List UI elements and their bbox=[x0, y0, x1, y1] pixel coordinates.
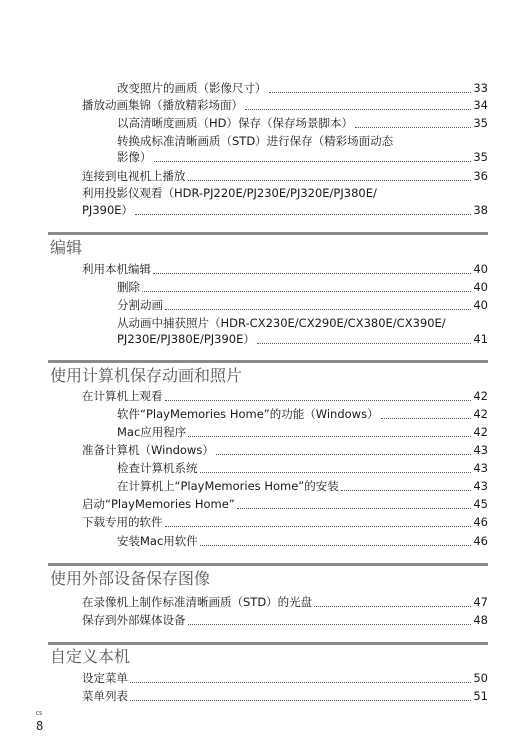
toc-entry-label: Mac应用程序 bbox=[117, 425, 187, 439]
section-divider bbox=[48, 642, 488, 645]
leader-dots bbox=[165, 308, 471, 310]
toc-page-number: 43 bbox=[473, 443, 488, 457]
leader-dots bbox=[130, 681, 471, 683]
toc-entry[interactable] bbox=[117, 534, 488, 549]
toc-entry-label: 利用本机编辑 bbox=[82, 262, 151, 276]
toc-entry-label: 删除 bbox=[117, 280, 140, 294]
toc-entry-label-line1: 从动画中捕获照片（HDR-CX230E/CX290E/CX380E/CX390E/ bbox=[117, 316, 446, 330]
toc-entry-label: PJ390E） bbox=[82, 203, 134, 217]
toc-page-number: 45 bbox=[473, 497, 488, 511]
toc-entry[interactable] bbox=[82, 613, 488, 628]
toc-page-number: 35 bbox=[473, 150, 488, 164]
toc-page-number: 36 bbox=[473, 169, 488, 183]
toc-entry-label: 软件“PlayMemories Home”的功能（Windows） bbox=[117, 407, 379, 421]
toc-entry-label: 在录像机上制作标准清晰画质（STD）的光盘 bbox=[82, 595, 313, 609]
language-code: CS bbox=[36, 711, 43, 717]
toc-entry-label: 检查计算机系统 bbox=[117, 461, 198, 475]
leader-dots bbox=[355, 126, 471, 128]
section-title: 自定义本机 bbox=[50, 647, 131, 666]
toc-entry[interactable] bbox=[82, 671, 488, 686]
leader-dots bbox=[245, 108, 471, 110]
toc-page-number: 50 bbox=[473, 671, 488, 685]
toc-entry[interactable] bbox=[117, 116, 488, 131]
toc-entry-label: 改变照片的画质（影像尺寸） bbox=[117, 81, 267, 95]
toc-entry-label: 安装Mac用软件 bbox=[117, 534, 198, 548]
section-title: 编辑 bbox=[50, 238, 83, 257]
toc-entry[interactable] bbox=[82, 389, 488, 404]
leader-dots bbox=[237, 507, 472, 509]
toc-entry[interactable] bbox=[117, 332, 488, 347]
toc-page-number: 46 bbox=[473, 534, 488, 548]
leader-dots bbox=[188, 623, 472, 625]
toc-entry-label: 启动“PlayMemories Home” bbox=[82, 497, 235, 511]
toc-page-number: 42 bbox=[473, 407, 488, 421]
toc-page-number: 41 bbox=[473, 332, 488, 346]
toc-entry[interactable] bbox=[117, 150, 488, 165]
toc-entry[interactable] bbox=[82, 689, 488, 704]
toc-entry[interactable] bbox=[82, 262, 488, 277]
toc-entry[interactable] bbox=[82, 98, 488, 113]
toc-entry-label: 保存到外部媒体设备 bbox=[82, 613, 186, 627]
toc-page-number: 40 bbox=[473, 298, 488, 312]
toc-entry[interactable] bbox=[117, 407, 488, 422]
leader-dots bbox=[135, 213, 471, 215]
toc-page-number: 38 bbox=[473, 203, 488, 217]
toc-entry[interactable] bbox=[82, 515, 488, 530]
toc-entry-label: 准备计算机（Windows） bbox=[82, 443, 214, 457]
toc-page-number: 33 bbox=[473, 81, 488, 95]
leader-dots bbox=[188, 179, 472, 181]
toc-page-number: 35 bbox=[473, 116, 488, 130]
toc-entry-label: 在计算机上观看 bbox=[82, 389, 163, 403]
leader-dots bbox=[381, 417, 472, 419]
section-title: 使用外部设备保存图像 bbox=[50, 569, 211, 588]
toc-page-number: 51 bbox=[473, 689, 488, 703]
section-divider bbox=[48, 360, 488, 363]
toc-entry[interactable] bbox=[117, 479, 488, 494]
toc-entry[interactable] bbox=[117, 298, 488, 313]
leader-dots bbox=[257, 342, 471, 344]
leader-dots bbox=[154, 160, 472, 162]
page-number-value: 8 bbox=[36, 719, 44, 733]
toc-entry[interactable] bbox=[82, 497, 488, 512]
leader-dots bbox=[200, 544, 472, 546]
toc-entry[interactable] bbox=[82, 169, 488, 184]
toc-entry[interactable] bbox=[117, 461, 488, 476]
leader-dots bbox=[165, 399, 472, 401]
toc-page-number: 43 bbox=[473, 479, 488, 493]
toc-entry-label: 分割动画 bbox=[117, 298, 163, 312]
toc-entry[interactable] bbox=[117, 425, 488, 440]
toc-page-number: 42 bbox=[473, 389, 488, 403]
toc-page-number: 43 bbox=[473, 461, 488, 475]
section-divider bbox=[48, 563, 488, 566]
toc-entry-label-line1: 转换成标准清晰画质（STD）进行保存（精彩场面动态 bbox=[117, 134, 394, 148]
leader-dots bbox=[165, 525, 472, 527]
toc-entry[interactable] bbox=[82, 443, 488, 458]
toc-entry-label: 下载专用的软件 bbox=[82, 515, 163, 529]
toc-entry-label: 在计算机上“PlayMemories Home”的安装 bbox=[117, 479, 339, 493]
section-title: 使用计算机保存动画和照片 bbox=[50, 366, 243, 385]
toc-page-number: 40 bbox=[473, 280, 488, 294]
toc-page-number: 46 bbox=[473, 515, 488, 529]
toc-entry[interactable] bbox=[82, 595, 488, 610]
toc-page-number: 48 bbox=[473, 613, 488, 627]
leader-dots bbox=[130, 699, 471, 701]
toc-entry-label: 以高清晰度画质（HD）保存（保存场景脚本） bbox=[117, 116, 354, 130]
toc-entry[interactable] bbox=[117, 280, 488, 295]
toc-entry-label: 菜单列表 bbox=[82, 689, 128, 703]
toc-entry-label: 设定菜单 bbox=[82, 671, 128, 685]
toc-entry-label: 播放动画集锦（播放精彩场面） bbox=[82, 98, 243, 112]
toc-page-number: 47 bbox=[473, 595, 488, 609]
toc-page-number: 40 bbox=[473, 262, 488, 276]
leader-dots bbox=[188, 435, 471, 437]
leader-dots bbox=[341, 489, 472, 491]
leader-dots bbox=[216, 453, 472, 455]
toc-entry-label-line1: 利用投影仪观看（HDR-PJ220E/PJ230E/PJ320E/PJ380E/ bbox=[82, 186, 377, 200]
leader-dots bbox=[142, 290, 471, 292]
section-divider bbox=[48, 232, 488, 235]
leader-dots bbox=[269, 91, 472, 93]
toc-entry[interactable] bbox=[117, 81, 488, 96]
toc-page-number: 42 bbox=[473, 425, 488, 439]
leader-dots bbox=[200, 471, 472, 473]
toc-entry-label: PJ230E/PJ380E/PJ390E） bbox=[117, 332, 255, 346]
toc-entry[interactable] bbox=[82, 203, 488, 218]
toc-entry-label: 影像） bbox=[117, 150, 152, 164]
toc-entry-label: 连接到电视机上播放 bbox=[82, 169, 186, 183]
page-number bbox=[36, 711, 44, 733]
leader-dots bbox=[314, 605, 471, 607]
toc-page-number: 34 bbox=[473, 98, 488, 112]
leader-dots bbox=[153, 272, 471, 274]
